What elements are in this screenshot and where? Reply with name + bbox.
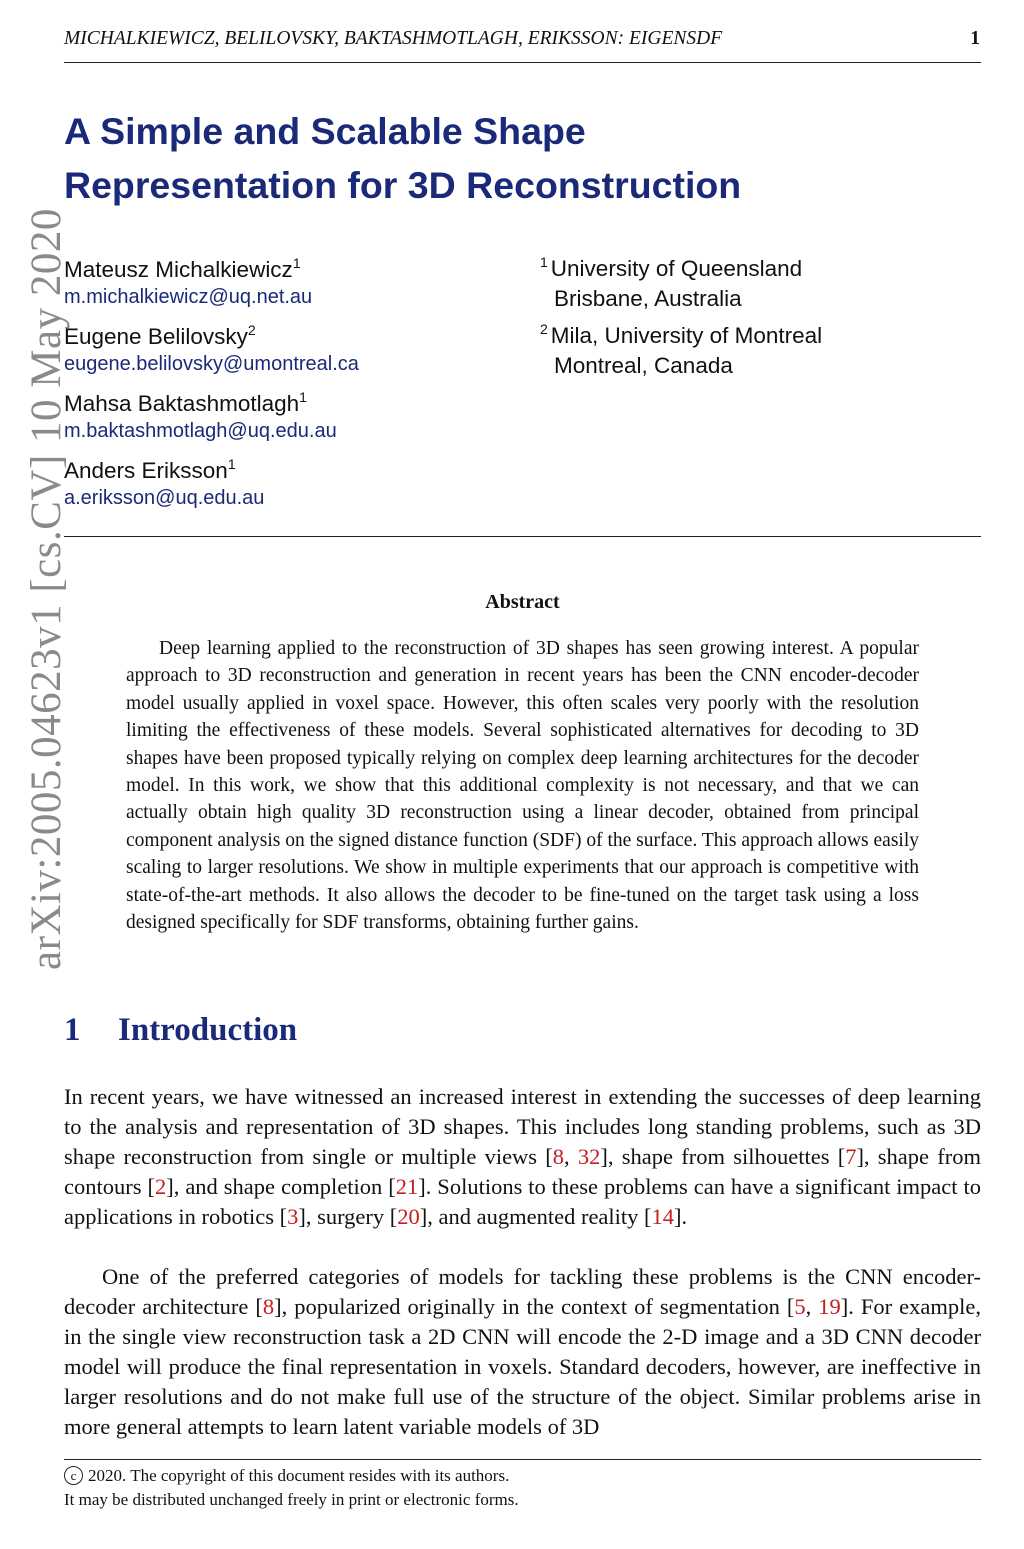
citation-link[interactable]: 19: [818, 1294, 841, 1319]
section-heading-introduction: [64, 1012, 297, 1049]
paragraph-text: ]. Solutions to these problems can have a significant impact to applications in robotics [: [64, 1174, 982, 1229]
author-name: Eugene Belilovsky: [64, 324, 248, 349]
section-title: Introduction: [118, 1012, 298, 1048]
citation-link[interactable]: 32: [577, 1144, 601, 1169]
citation-link[interactable]: 2: [154, 1174, 167, 1199]
intro-paragraph-1: [64, 1082, 981, 1232]
author-name: Mateusz Michalkiewicz: [64, 257, 293, 282]
author-affiliation-mark: 2: [247, 322, 256, 338]
copyright-line: [64, 1464, 509, 1488]
affiliation-name: University of Queensland: [550, 256, 803, 281]
paragraph-text: ], popularized originally in the context of segmentation [: [274, 1294, 795, 1319]
citation-link[interactable]: 21: [395, 1174, 419, 1199]
abstract-text: Deep learning applied to the reconstruction of 3D shapes has seen growing interest. A popular approach to 3D reconstruction and generation in recent years has been the CNN encoder-decoder model usually applied in voxel space. However, this often scales very poorly with the resolution limiting the effectiveness of these models. Several sophisticated alternatives for decoding to 3D shapes have been proposed typically relying on complex deep learning architectures for the decoder model. In this work, we show that this additional complexity is not necessary, and that we can actually obtain high quality 3D reconstruction using a linear decoder, obtained from principal component analysis on the signed distance function (SDF) of the surface. This approach allows easily scaling to larger resolutions. We show in multiple experiments that our approach is competitive with state-of-the-art methods. It also allows the decoder to be fine-tuned on the target task using a loss designed specifically for SDF transforms, obtaining further gains.: [126, 638, 919, 934]
arxiv-identifier[interactable]: arXiv:2005.04623v1 [cs.CV] 10 May 2020: [23, 208, 70, 970]
section-number: 1: [64, 1012, 81, 1048]
affiliation-mark: 1: [540, 254, 548, 270]
authors-rule: [64, 536, 981, 537]
paragraph-text: ]. For example, in the single view reconstruction task a 2D CNN will encode the 2-D image and a 3D CNN decoder model will produce the final representation in voxels. Standard decoders, however, are ineffective in larger resolutions and do not make full use of the structure of the object. Similar problems arise in more general attempts to learn latent variable models of 3D: [64, 1294, 981, 1439]
distribution-line: It may be distributed unchanged freely in print or electronic forms.: [64, 1490, 519, 1509]
citation-link[interactable]: 3: [287, 1204, 299, 1229]
affiliation-1: [540, 247, 802, 314]
author-email[interactable]: m.baktashmotlagh@uq.edu.au: [64, 420, 337, 442]
author-affiliation-mark: 1: [299, 389, 307, 405]
running-head: [64, 28, 980, 54]
abstract-heading: Abstract: [485, 591, 560, 613]
affiliation-mark: 2: [540, 321, 548, 337]
title-line-2: Representation for 3D Reconstruction: [64, 164, 742, 206]
paragraph-text: ,: [805, 1294, 819, 1319]
author-name: Mahsa Baktashmotlagh: [64, 391, 300, 416]
citation-link[interactable]: 8: [262, 1294, 275, 1319]
paragraph-text: ], and shape completion [: [166, 1174, 396, 1199]
header-rule: [64, 62, 981, 63]
paragraph-text: ].: [674, 1204, 688, 1229]
copyright-text: 2020. The copyright of this document resides with its authors.: [88, 1466, 510, 1485]
citation-link[interactable]: 5: [794, 1294, 806, 1319]
page-number: 1: [970, 28, 980, 49]
intro-paragraph-2: [64, 1262, 981, 1442]
title-line-1: A Simple and Scalable Shape: [64, 110, 586, 152]
paragraph-text: ], shape from contours [: [64, 1144, 981, 1199]
author-affiliation-mark: 1: [292, 255, 301, 271]
citation-link[interactable]: 20: [397, 1204, 420, 1229]
paragraph-text: ,: [564, 1144, 578, 1169]
paragraph-text: One of the preferred categories of models for tackling these problems is the CNN encoder-decoder architecture [: [64, 1264, 981, 1319]
footnote-rule: [64, 1459, 981, 1460]
affiliation-name: Mila, University of Montreal: [550, 323, 823, 348]
author-email[interactable]: m.michalkiewicz@uq.net.au: [64, 286, 313, 308]
copyright-icon: c: [64, 1466, 83, 1485]
author-2: [64, 316, 359, 377]
citation-link[interactable]: 14: [651, 1204, 675, 1229]
author-email[interactable]: a.eriksson@uq.edu.au: [64, 487, 265, 509]
paragraph-text: ], shape from silhouettes [: [600, 1144, 846, 1169]
citation-link[interactable]: 7: [845, 1144, 857, 1169]
author-name: Anders Eriksson: [64, 458, 228, 483]
paragraph-text: ], and augmented reality [: [419, 1204, 652, 1229]
paragraph-text: In recent years, we have witnessed an increased interest in extending the successes of deep learning to the analysis and representation of 3D shapes. This includes long standing problems, such as 3D shape reconstruction from single or multiple views [: [64, 1084, 981, 1169]
affiliation-2: [540, 314, 822, 381]
paper-title: [64, 104, 741, 212]
running-title: MICHALKIEWICZ, BELILOVSKY, BAKTASHMOTLAGH, ERIKSSON: EIGENSDF: [64, 28, 723, 49]
affiliation-location: Brisbane, Australia: [554, 286, 742, 311]
author-3: [64, 383, 337, 444]
author-affiliation-mark: 1: [227, 456, 236, 472]
paragraph-text: ], surgery [: [298, 1204, 398, 1229]
affiliation-location: Montreal, Canada: [554, 353, 733, 378]
author-email[interactable]: eugene.belilovsky@umontreal.ca: [64, 353, 359, 375]
author-4: [64, 450, 264, 511]
citation-link[interactable]: 8: [552, 1144, 565, 1169]
author-1: [64, 249, 312, 310]
